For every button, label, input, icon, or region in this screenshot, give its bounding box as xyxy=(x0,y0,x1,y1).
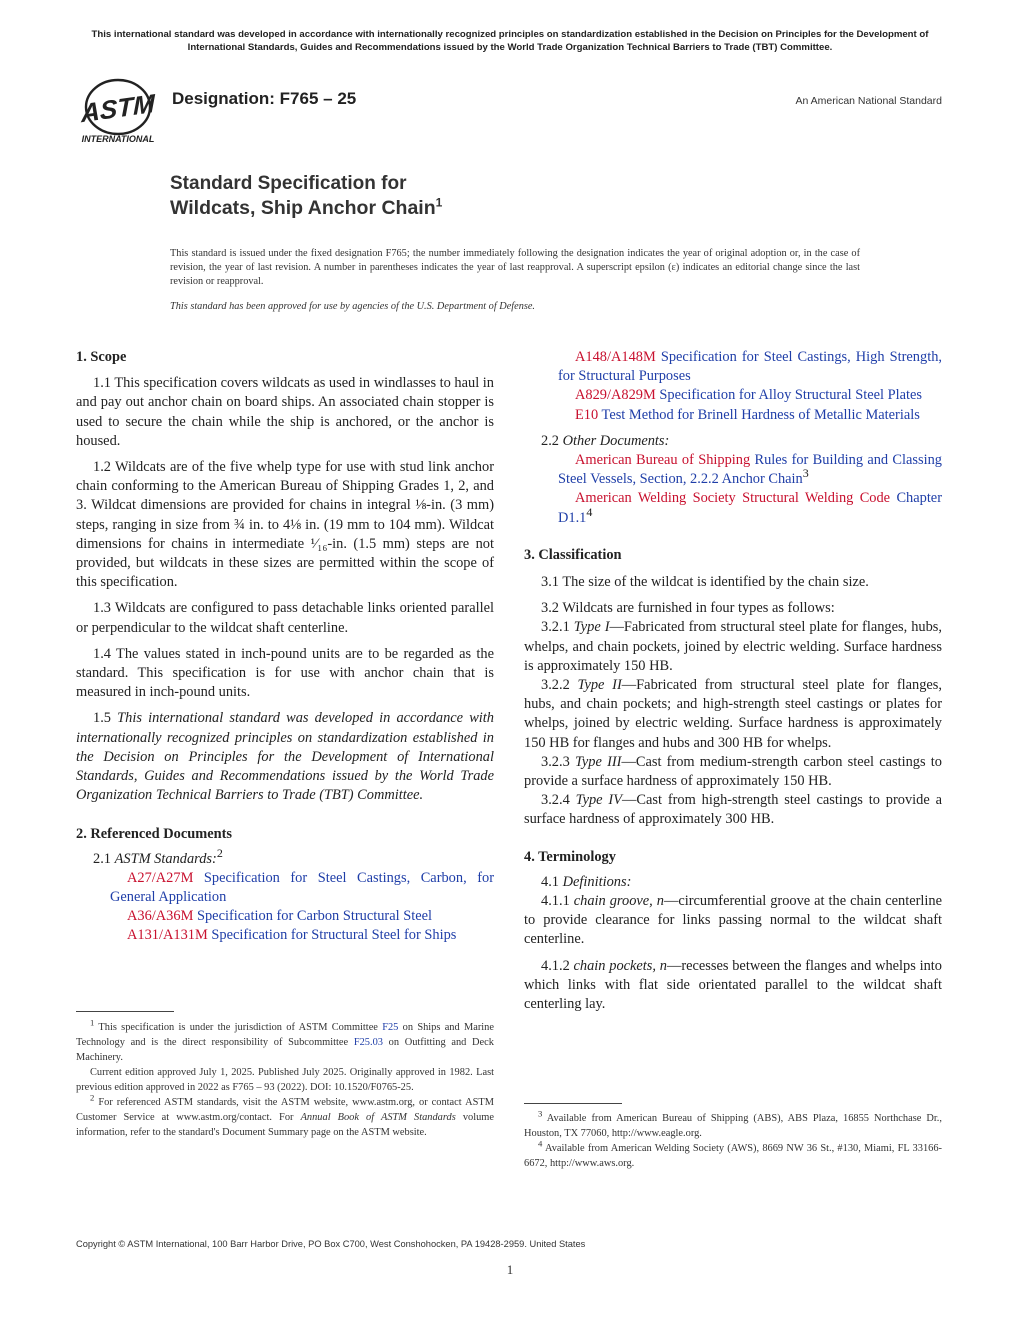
ref-a148-code[interactable]: A148/A148M xyxy=(575,349,656,365)
document-title xyxy=(170,172,442,220)
para-1-2-b: -in. (3 mm) steps, ranging in size from xyxy=(76,497,494,533)
para-2-1 xyxy=(76,845,494,869)
para-3-2-1 xyxy=(524,618,942,676)
ref-a131-title[interactable]: Specification for Structural Steel for Ships xyxy=(211,927,457,944)
def-2-text: —recesses between the flanges and whelps into which links with flat side orientated parallel to the wildcat shaft centerling lay. xyxy=(524,957,942,1013)
footnote-2-marker: 2 xyxy=(90,1092,95,1103)
footnote-1-b: on Ships and Marine Technology and is the direct responsibility of Subcommittee xyxy=(76,1022,494,1048)
ref-a27-code[interactable]: A27/A27M xyxy=(127,869,194,886)
type-2-num: 3.2.2 xyxy=(541,677,570,694)
footnote-3-marker: 3 xyxy=(538,1108,543,1119)
footnote-2-a: For referenced ASTM standards, visit the ASTM website, www.astm.org, or contact ASTM Customer Service at www.astm.org/contact. For xyxy=(76,1097,494,1123)
section-2-heading: 2. Referenced Documents xyxy=(76,826,232,843)
footnote-3-text: Available from American Bureau of Shipping (ABS), ABS Plaza, 16855 Northchase Dr., Houston, TX 77060, http://www.eagle.org. xyxy=(524,1113,942,1139)
ref-e10[interactable] xyxy=(524,406,942,425)
para-1-1: 1.1 This specification covers wildcats as used in windlasses to haul in and pay out anchor chain on board ships. An associated chain stopper is used to secure the chain while the ship is anchored, or the anchor is housed. xyxy=(76,375,494,449)
para-2-2-num: 2.2 xyxy=(541,432,559,449)
ref-e10-code[interactable]: E10 xyxy=(575,406,599,423)
type-4-name: Type IV xyxy=(575,792,623,809)
para-4-1-text: Definitions: xyxy=(562,873,632,890)
footnotes-right xyxy=(524,1108,942,1171)
para-4-1-2 xyxy=(524,957,942,1015)
title-line-2-text: Wildcats, Ship Anchor Chain xyxy=(170,197,436,219)
def-1-text: —circumferential groove at the chain centerline to provide clearance for links passing normal to the wildcat shaft centerline. xyxy=(524,893,942,948)
def-2-term: chain pockets, n xyxy=(573,957,667,974)
para-2-2 xyxy=(524,432,942,451)
ref-a829-title[interactable]: Specification for Alloy Structural Steel Plates xyxy=(659,387,922,404)
ref-a131[interactable] xyxy=(76,926,494,945)
footnote-1 xyxy=(76,1017,494,1065)
footnote-1-marker: 1 xyxy=(90,1017,95,1028)
issue-note: This standard is issued under the fixed designation F765; the number immediately following the designation indicates the year of original adoption or, in the case of revision, the year of last revision. A number in parentheses indicates the year of last reapproval. A superscript epsilon (ε) indicates an editorial change since the last revision or reapproval. xyxy=(170,248,860,287)
dod-approval-note: This standard has been approved for use by agencies of the U.S. Department of Defense. xyxy=(170,301,536,312)
type-3-text: —Cast from medium-strength carbon steel castings to provide a surface hardness of approximately 150 HB. xyxy=(524,753,942,790)
section-4-heading: 4. Terminology xyxy=(524,848,616,865)
section-3-heading: 3. Classification xyxy=(524,546,622,563)
para-1-5-num: 1.5 xyxy=(93,710,111,727)
fraction-eighth-2: ⅛ xyxy=(290,516,302,533)
ref-a131-code[interactable]: A131/A131M xyxy=(127,927,208,944)
footnotes-left xyxy=(76,1017,494,1140)
type-4-num: 3.2.4 xyxy=(541,792,570,809)
type-1-num: 3.2.1 xyxy=(541,619,570,636)
type-2-name: Type II xyxy=(577,677,622,694)
ref-a148[interactable] xyxy=(524,348,942,386)
footnote-2 xyxy=(76,1092,494,1140)
fraction-eighth: ⅛ xyxy=(415,497,427,514)
para-4-1-num: 4.1 xyxy=(541,873,559,890)
footnote-rule-left xyxy=(76,1011,174,1012)
section-1-heading: 1. Scope xyxy=(76,349,127,365)
ref-aws-org[interactable]: American Welding Society Structural Welding Code xyxy=(575,490,891,507)
para-1-2-c: in. to 4 xyxy=(248,516,291,533)
para-2-1-num: 2.1 xyxy=(93,850,111,867)
type-3-name: Type III xyxy=(574,753,622,770)
top-notice: This international standard was developed in accordance with internationally recognized principles on standardization established in the Decision on Principles for the Development of International Standards, Guides and Recommendations issued by the World Trade Organization Technical Barriers to Trade (TBT) Committee. xyxy=(91,29,929,53)
def-1-term: chain groove, n xyxy=(573,893,664,910)
type-2-text: —Fabricated from structural steel plate for flanges, hubs, and chain pockets; and high-strength steel castings or plates for whelps, joined by electric welding. Surface hardness is approximately 150 HB for flanges and hubs and 300 HB for whelps. xyxy=(524,677,942,751)
ref-a829-code[interactable]: A829/A829M xyxy=(575,387,656,404)
para-1-2 xyxy=(76,458,494,592)
para-1-2-e: -in. (1.5 mm) steps are not provided, but wildcats in these sizes are permitted within the scope of this specification. xyxy=(76,535,494,591)
american-national-standard: An American National Standard xyxy=(795,95,942,107)
def-2-num: 4.1.2 xyxy=(541,957,570,974)
ref-a27-title[interactable]: Specification for Steel Castings, Carbon, for General Application xyxy=(110,869,494,906)
title-line-1: Standard Specification for xyxy=(170,173,407,194)
left-column xyxy=(76,348,494,946)
para-1-4: 1.4 The values stated in inch-pound units are to be regarded as the standard. This specification is for use with anchor chain that is measured in inch-pound units. xyxy=(76,645,494,701)
logo-letters: ASTM xyxy=(81,88,155,129)
para-1-2-a: 1.2 Wildcats are of the five whelp type for use with stud link anchor chain conforming to the American Bureau of Shipping Grades 1, 2, and 3. Wildcat dimensions are provided for chains in integral xyxy=(76,459,494,514)
fraction-three-quarters: ¾ xyxy=(234,516,245,533)
para-3-1: 3.1 The size of the wildcat is identified by the chain size. xyxy=(541,574,869,591)
footnote-4-text: Available from American Welding Society (AWS), 8669 NW 36 St., #130, Miami, FL 33166-6672, http://www.aws.org. xyxy=(524,1143,942,1169)
fn-ref-3: 3 xyxy=(802,466,809,481)
footnote-1-a: This specification is under the jurisdiction of ASTM Committee xyxy=(98,1022,378,1033)
para-2-2-text: Other Documents: xyxy=(562,432,670,449)
ref-a36[interactable] xyxy=(76,907,494,926)
page-number: 1 xyxy=(506,1262,514,1277)
para-2-1-text: ASTM Standards: xyxy=(114,850,217,867)
fn-ref-2: 2 xyxy=(216,845,223,860)
para-3-2-4 xyxy=(524,791,942,829)
ref-a27[interactable] xyxy=(76,869,494,907)
type-1-name: Type I xyxy=(573,619,610,636)
right-column xyxy=(524,348,942,1014)
ref-abs-rules[interactable] xyxy=(524,451,942,489)
ref-a36-title[interactable]: Specification for Carbon Structural Steel xyxy=(196,908,432,925)
type-1-text: —Fabricated from structural steel plate for flanges, hubs, whelps, and chain pockets, joined by electric welding. Surface hardness is approximately 150 HB. xyxy=(524,619,942,674)
ref-a148-title[interactable]: Specification for Steel Castings, High Strength, for Structural Purposes xyxy=(558,349,942,385)
type-4-text: —Cast from high-strength steel castings to provide a surface hardness of approximately 300 HB. xyxy=(524,792,942,828)
def-1-num: 4.1.1 xyxy=(541,893,570,910)
committee-f25-link[interactable]: F25 xyxy=(382,1022,399,1033)
ref-abs-org[interactable]: American Bureau of Shipping xyxy=(575,452,751,469)
para-1-5 xyxy=(76,709,494,805)
para-4-1 xyxy=(524,873,942,892)
para-3-2-3 xyxy=(524,753,942,791)
copyright: Copyright © ASTM International, 100 Barr Harbor Drive, PO Box C700, West Conshohocken, PA 19428-2959. United States xyxy=(76,1239,586,1249)
footnote-2-b: volume information, refer to the standard's Document Summary page on the ASTM website. xyxy=(76,1112,494,1138)
subcommittee-f25-03-link[interactable]: F25.03 xyxy=(353,1037,383,1048)
para-1-2-d: in. (19 mm to 104 mm). Wildcat dimensions for chains in intermediate xyxy=(76,516,494,552)
logo-org: INTERNATIONAL xyxy=(81,134,155,144)
type-3-num: 3.2.3 xyxy=(541,753,570,770)
footnote-2-italic: Annual Book of ASTM Standards xyxy=(300,1112,456,1123)
ref-a829[interactable] xyxy=(524,386,942,405)
ref-aws-title[interactable]: Chapter D1.1 xyxy=(558,490,942,526)
fn-ref-4: 4 xyxy=(586,504,593,519)
footnote-3 xyxy=(524,1108,942,1141)
ref-e10-title[interactable]: Test Method for Brinell Hardness of Metallic Materials xyxy=(601,406,920,423)
title-footnote-ref: 1 xyxy=(435,195,443,210)
footnote-4 xyxy=(524,1138,942,1171)
footnote-4-marker: 4 xyxy=(538,1138,543,1149)
ref-aws-code[interactable] xyxy=(524,489,942,527)
para-1-3: 1.3 Wildcats are configured to pass detachable links oriented parallel or perpendicular to the wildcat shaft centerline. xyxy=(76,600,494,636)
para-3-2: 3.2 Wildcats are furnished in four types as follows: xyxy=(541,600,835,617)
ref-abs-title[interactable]: Rules for Building and Classing Steel Vessels, Section, 2.2.2 Anchor Chain xyxy=(558,452,942,488)
para-1-5-text: This international standard was developed in accordance with internationally recognized principles on standardization established in the Decision on Principles for the Development of International Standards, Guides and Recommendations issued by the World Trade Organization Technical Barriers to Trade (TBT) Committee. xyxy=(76,710,494,804)
astm-logo xyxy=(76,77,160,147)
para-3-2-2 xyxy=(524,676,942,753)
footnote-1-edition: Current edition approved July 1, 2025. Published July 2025. Originally approved in 1982. Last previous edition approved in 2022 as F765 – 93 (2022). DOI: 10.1520/F0765-25. xyxy=(76,1067,494,1093)
ref-a36-code[interactable]: A36/A36M xyxy=(127,908,194,925)
fraction-sixteenth: ¹⁄₁₆ xyxy=(310,535,328,552)
title-line-2 xyxy=(170,196,442,220)
footnote-rule-right xyxy=(524,1103,622,1104)
para-4-1-1 xyxy=(524,892,942,950)
footnote-1-c: on Outfitting and Deck Machinery. xyxy=(76,1037,494,1063)
designation: Designation: F765 – 25 xyxy=(172,89,357,108)
